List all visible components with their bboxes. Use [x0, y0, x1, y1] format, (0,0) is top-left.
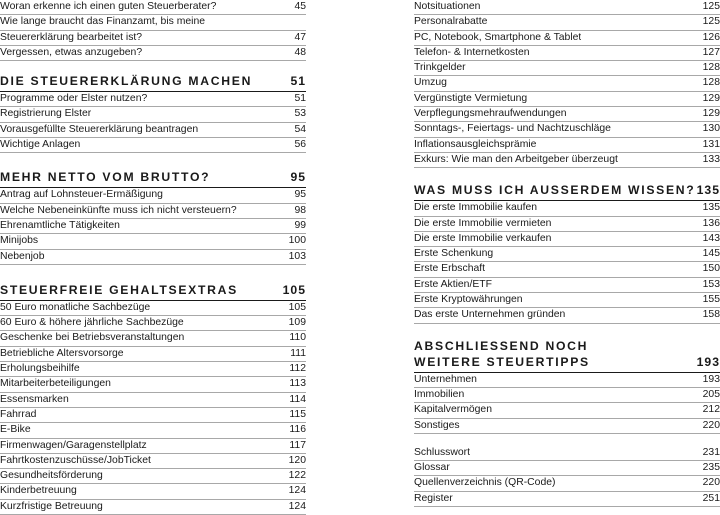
toc-entry-page: 131: [702, 138, 720, 150]
toc-entry-title: Umzug: [414, 77, 447, 89]
toc-entry: [414, 46, 720, 61]
toc-entry-page: 212: [702, 404, 720, 416]
section-heading-title: [0, 73, 252, 89]
toc-entry-title: Firmenwagen/Garagenstellplatz: [0, 439, 147, 451]
toc-entry-page: 205: [702, 388, 720, 400]
toc-entry-title: Gesundheitsförderung: [0, 470, 103, 482]
toc-entry-title: Erste Erbschaft: [414, 263, 486, 275]
section-heading: [0, 73, 306, 92]
toc-entry-page: 153: [702, 278, 720, 290]
toc-entry-page: 129: [702, 92, 720, 104]
toc-entry-title: PC, Notebook, Smartphone & Tablet: [414, 31, 582, 43]
toc-entry-title: Kurzfristige Betreuung: [0, 500, 103, 512]
toc-entry-title: Immobilien: [414, 388, 465, 400]
toc-entry: [414, 0, 720, 15]
section-heading-title: [414, 182, 695, 198]
toc-entry-page: 54: [294, 123, 306, 135]
toc-entry: [414, 419, 720, 434]
toc-entry: [414, 476, 720, 491]
toc-entry: [414, 373, 720, 388]
section-heading-line: ABSCHLIESSEND NOCH: [414, 338, 589, 353]
toc-entry-title: Vorausgefüllte Steuererklärung beantragen: [0, 123, 199, 135]
section-heading-line: STEUERFREIE GEHALTSEXTRAS: [0, 282, 238, 297]
toc-entry-page: 114: [289, 393, 306, 405]
toc-entry-title: Ehrenamtliche Tätigkeiten: [0, 219, 120, 231]
toc-entry: [414, 201, 720, 216]
toc-entry: [414, 403, 720, 418]
toc-entry-title: Notsituationen: [414, 1, 481, 12]
toc-entry-page: 193: [702, 373, 720, 385]
section-heading: [414, 338, 720, 373]
toc-entry-page: 100: [288, 235, 306, 247]
toc-entry-title: Nebenjob: [0, 250, 45, 262]
toc-entry: [0, 123, 306, 138]
toc-entry-title: Sonntags-, Feiertags- und Nachtzuschläge: [414, 123, 611, 135]
toc-entry: [0, 219, 306, 234]
toc-entry-title: Verpflegungsmehraufwendungen: [414, 108, 567, 120]
toc-entry-title: Steuererklärung bearbeitet ist?: [0, 31, 143, 43]
toc-entry: [0, 92, 306, 107]
toc-entry-title: Personalrabatte: [414, 16, 488, 28]
toc-entry: [0, 469, 306, 484]
toc-entry-title: E-Bike: [0, 424, 31, 436]
toc-entry: [414, 61, 720, 76]
toc-entry-page: 109: [288, 317, 306, 329]
toc-entry-title: Programme oder Elster nutzen?: [0, 93, 148, 105]
toc-entry: [414, 461, 720, 476]
toc-entry-title: Telefon- & Internetkosten: [414, 46, 530, 58]
toc-entry: [414, 262, 720, 277]
toc-entry-page: 112: [289, 363, 306, 375]
toc-entry-title: Wie lange braucht das Finanzamt, bis meine: [0, 16, 206, 28]
toc-entry: [0, 0, 306, 15]
toc-entry-page: 129: [702, 108, 720, 120]
toc-entry-page: 158: [702, 309, 720, 321]
toc-entry: [0, 484, 306, 499]
section-heading: [0, 282, 306, 301]
toc-entry: [0, 362, 306, 377]
section-heading-title: [414, 338, 590, 370]
toc-entry-page: 98: [294, 204, 306, 216]
section-heading-page: 51: [290, 74, 306, 89]
toc-entry-page: 48: [294, 46, 306, 58]
toc-entry-title: Erholungsbeihilfe: [0, 363, 80, 375]
toc-entry-page: 56: [294, 139, 306, 151]
section-heading-line: WAS MUSS ICH AUSSERDEM WISSEN?: [414, 183, 696, 198]
toc-entry: [414, 217, 720, 232]
toc-entry-title: Registrierung Elster: [0, 108, 92, 120]
toc-entry-page: 53: [294, 108, 306, 120]
toc-entry-page: 127: [702, 46, 720, 58]
section-heading-page: 95: [290, 170, 306, 185]
toc-entry-title: Antrag auf Lohnsteuer-Ermäßigung: [0, 189, 163, 201]
toc-entry-title: Welche Nebeneinkünfte muss ich nicht versteuern?: [0, 204, 237, 216]
toc-entry-title: Vergünstigte Vermietung: [414, 92, 528, 104]
section-heading: [0, 169, 306, 188]
toc-right-column: [414, 0, 720, 507]
toc-entry-page: 110: [289, 332, 306, 344]
toc-entry-page: 145: [702, 248, 720, 260]
section-heading-line: MEHR NETTO VOM BRUTTO?: [0, 170, 211, 185]
toc-entry-page: 95: [294, 189, 306, 201]
toc-entry: [0, 46, 306, 61]
toc-entry-page: 111: [290, 347, 306, 359]
toc-entry-title: Fahrrad: [0, 408, 37, 420]
toc-entry: [414, 388, 720, 403]
toc-entry: [414, 232, 720, 247]
toc-entry-page: 115: [289, 408, 306, 420]
toc-entry: [0, 107, 306, 122]
toc-entry-page: 150: [702, 263, 720, 275]
section-heading-line: DIE STEUERERKLÄRUNG MACHEN: [0, 74, 253, 89]
toc-entry-title: 60 Euro & höhere jährliche Sachbezüge: [0, 317, 184, 329]
toc-entry-page: 45: [294, 1, 306, 12]
toc-entry: [0, 408, 306, 423]
toc-entry: [414, 492, 720, 507]
toc-entry: [0, 234, 306, 249]
toc-entry: [0, 393, 306, 408]
toc-left-column: [0, 0, 306, 515]
toc-entry-title: Essensmarken: [0, 393, 69, 405]
toc-entry-title: Fahrtkostenzuschüsse/JobTicket: [0, 454, 151, 466]
toc-entry-title: Die erste Immobilie kaufen: [414, 202, 538, 214]
toc-entry: [414, 122, 720, 137]
section-heading: [414, 182, 720, 201]
toc-entry-title: Kapitalvermögen: [414, 404, 492, 416]
toc-entry-page: 155: [702, 294, 720, 306]
toc-entry-page: 135: [702, 202, 720, 214]
toc-entry-title: Mitarbeiterbeteiligungen: [0, 378, 111, 390]
toc-entry-title: Erste Aktien/ETF: [414, 278, 492, 290]
toc-entry: [0, 500, 306, 515]
toc-entry-title: Quellenverzeichnis (QR-Code): [414, 477, 556, 489]
toc-entry-title: Geschenke bei Betriebsveranstaltungen: [0, 332, 185, 344]
section-heading-title: [0, 169, 210, 185]
section-heading-page: 105: [282, 282, 306, 297]
toc-entry-title: Woran erkenne ich einen guten Steuerberater?: [0, 1, 217, 12]
toc-entry-page: 47: [294, 31, 306, 43]
toc-entry: [0, 347, 306, 362]
toc-entry: [0, 454, 306, 469]
toc-entry: [0, 423, 306, 438]
section-heading-title: [0, 282, 238, 298]
toc-entry-title: Minijobs: [0, 235, 39, 247]
toc-entry-page: 120: [288, 454, 306, 466]
toc-entry: [414, 76, 720, 91]
toc-entry: [0, 138, 306, 153]
toc-entry-title: Die erste Immobilie vermieten: [414, 217, 552, 229]
toc-entry-page: 235: [702, 462, 720, 474]
toc-entry-page: 133: [702, 153, 720, 165]
toc-entry-page: 113: [289, 378, 306, 390]
toc-entry: [414, 247, 720, 262]
toc-entry-page: 220: [702, 477, 720, 489]
toc-entry: [0, 204, 306, 219]
toc-entry-page: 103: [288, 250, 306, 262]
toc-entry: [0, 15, 306, 30]
toc-entry-title: Erste Schenkung: [414, 248, 494, 260]
toc-entry-title: 50 Euro monatliche Sachbezüge: [0, 301, 151, 313]
toc-entry-title: Wichtige Anlagen: [0, 139, 81, 151]
toc-entry: [0, 250, 306, 265]
toc-entry-title: Schlusswort: [414, 446, 471, 458]
toc-entry-page: 122: [288, 470, 306, 482]
toc-entry: [414, 153, 720, 168]
toc-entry-page: 125: [702, 16, 720, 28]
toc-entry: [414, 278, 720, 293]
toc-entry-page: 220: [702, 419, 720, 431]
toc-entry-title: Sonstiges: [414, 419, 460, 431]
toc-entry-page: 51: [294, 93, 306, 105]
toc-entry: [0, 301, 306, 316]
toc-entry: [414, 293, 720, 308]
toc-entry-page: 105: [288, 301, 306, 313]
toc-entry-page: 136: [702, 217, 720, 229]
toc-entry: [414, 92, 720, 107]
toc-entry-page: 125: [702, 1, 720, 12]
toc-entry-title: Register: [414, 492, 453, 504]
toc-entry-page: 126: [702, 31, 720, 43]
toc-entry-page: 124: [288, 500, 306, 512]
toc-entry: [0, 316, 306, 331]
toc-entry-page: 116: [289, 424, 306, 436]
toc-entry-page: 128: [702, 77, 720, 89]
toc-entry: [414, 138, 720, 153]
toc-entry-title: Das erste Unternehmen gründen: [414, 309, 566, 321]
toc-entry-page: 128: [702, 62, 720, 74]
toc-entry-page: 130: [702, 123, 720, 135]
section-heading-line: WEITERE STEUERTIPPS: [414, 354, 590, 369]
toc-entry: [0, 377, 306, 392]
toc-entry: [414, 446, 720, 461]
toc-entry-page: 99: [294, 219, 306, 231]
toc-entry-title: Kinderbetreuung: [0, 485, 77, 497]
section-heading-page: 193: [696, 354, 720, 369]
toc-entry-title: Vergessen, etwas anzugeben?: [0, 46, 143, 58]
toc-entry-title: Die erste Immobilie verkaufen: [414, 232, 552, 244]
toc-entry-title: Exkurs: Wie man den Arbeitgeber überzeugt: [414, 153, 618, 165]
toc-entry-title: Betriebliche Altersvorsorge: [0, 347, 124, 359]
toc-entry: [0, 31, 306, 46]
toc-entry-page: 251: [702, 492, 720, 504]
toc-entry-page: 231: [702, 446, 720, 458]
toc-entry-title: Unternehmen: [414, 373, 477, 385]
toc-entry-title: Inflationsausgleichsprämie: [414, 138, 537, 150]
toc-entry: [414, 308, 720, 323]
section-heading-page: 135: [696, 183, 720, 198]
toc-entry: [0, 439, 306, 454]
toc-entry-page: 143: [702, 232, 720, 244]
toc-entry-title: Glossar: [414, 462, 450, 474]
toc-entry-title: Erste Kryptowährungen: [414, 294, 523, 306]
toc-entry-page: 124: [288, 485, 306, 497]
toc-entry: [0, 331, 306, 346]
toc-entry-page: 117: [289, 439, 306, 451]
toc-entry: [0, 188, 306, 203]
toc-entry: [414, 107, 720, 122]
toc-entry: [414, 31, 720, 46]
toc-entry-title: Trinkgelder: [414, 62, 466, 74]
toc-entry: [414, 15, 720, 30]
